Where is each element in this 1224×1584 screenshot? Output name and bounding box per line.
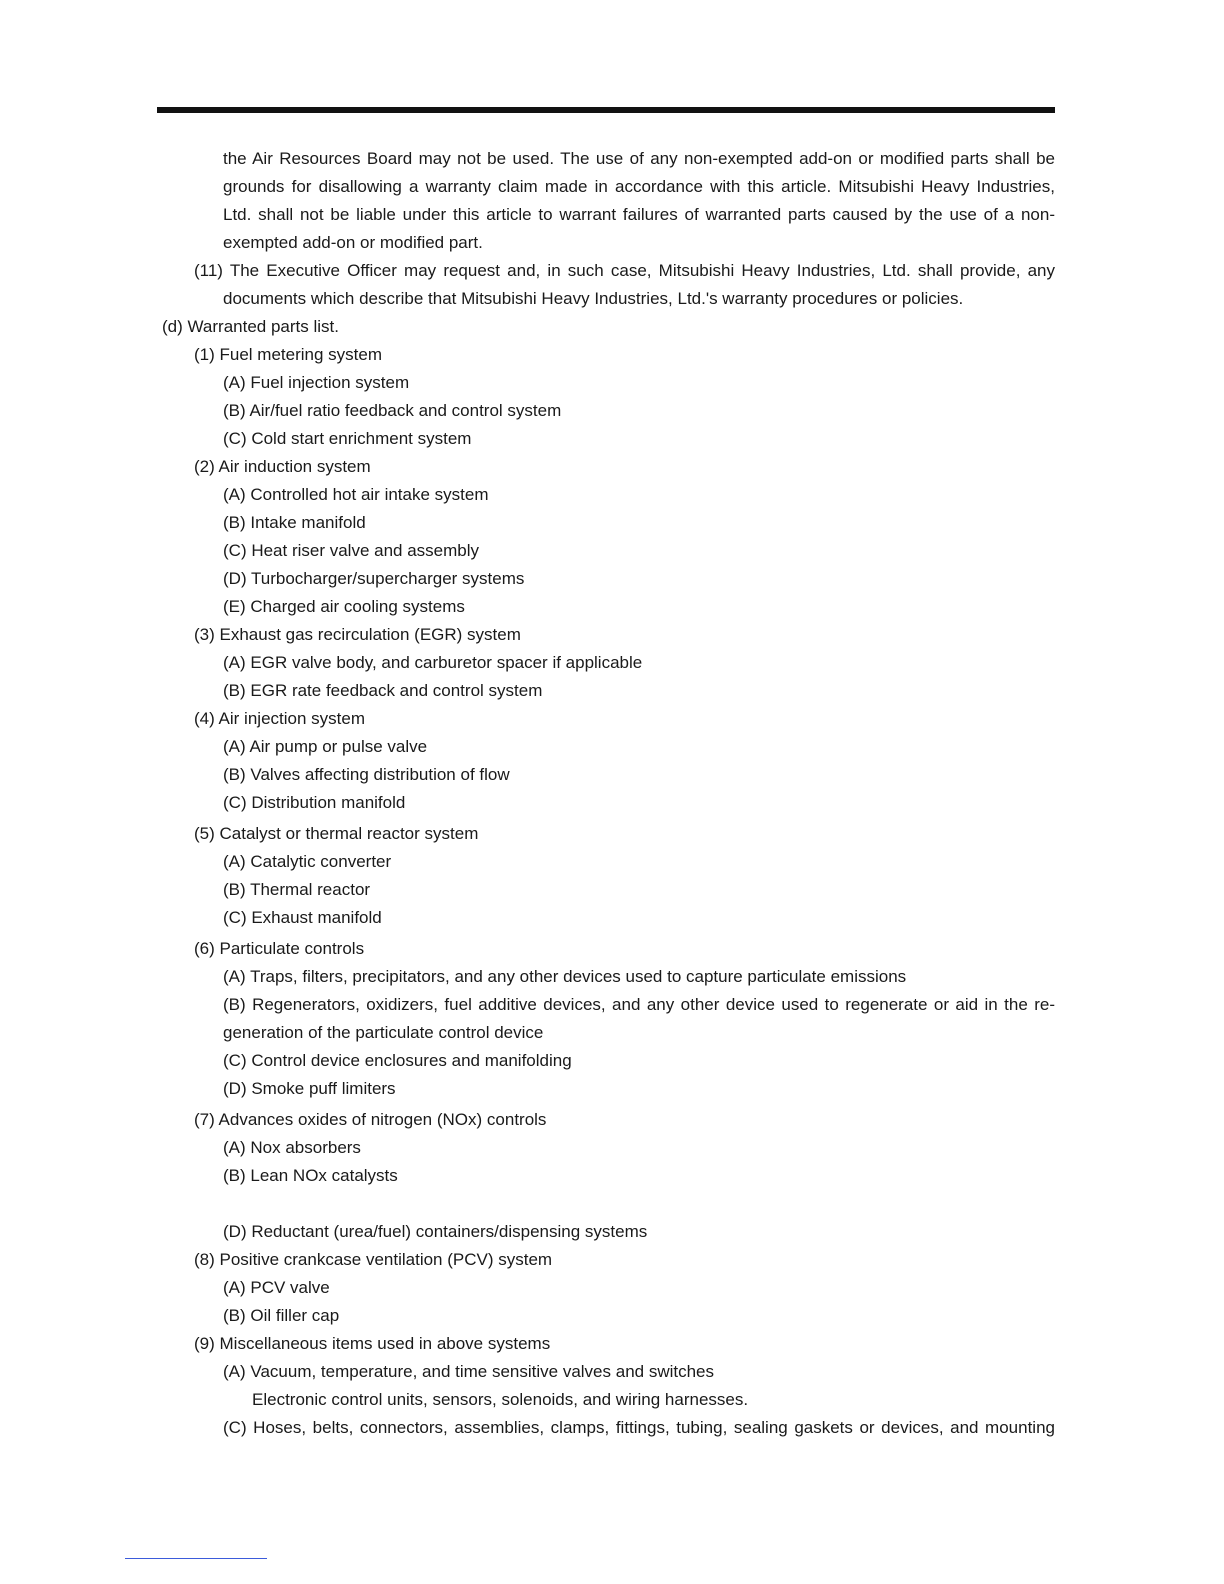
list-item-6c: (C) Control device enclosures and manifolding: [223, 1051, 572, 1070]
list-item-2d: (D) Turbocharger/supercharger systems: [223, 569, 525, 588]
list-title-2: (2) Air induction system: [194, 457, 371, 476]
list-item-7b: (B) Lean NOx catalysts: [223, 1166, 398, 1185]
list-item-1b: (B) Air/fuel ratio feedback and control system: [223, 401, 562, 420]
list-item-5c: (C) Exhaust manifold: [223, 908, 382, 927]
header-rule: [157, 107, 1055, 113]
list-item-4a: (A) Air pump or pulse valve: [223, 737, 428, 756]
list-item-7a: (A) Nox absorbers: [223, 1138, 361, 1157]
list-item-3a: (A) EGR valve body, and carburetor spacer if applicable: [223, 653, 643, 672]
list-title-6: (6) Particulate controls: [194, 939, 365, 958]
intro-line-3: Ltd. shall not be liable under this article to warrant failures of warranted parts caused by the use of a non-: [223, 205, 1055, 224]
list-item-4c: (C) Distribution manifold: [223, 793, 406, 812]
list-item-2e: (E) Charged air cooling systems: [223, 597, 465, 616]
list-item-1c: (C) Cold start enrichment system: [223, 429, 472, 448]
list-item-2a: (A) Controlled hot air intake system: [223, 485, 489, 504]
list-item-6d: (D) Smoke puff limiters: [223, 1079, 396, 1098]
list-item-2b: (B) Intake manifold: [223, 513, 366, 532]
item-11-line-2: documents which describe that Mitsubishi Heavy Industries, Ltd.'s warranty procedures or policies.: [223, 289, 964, 308]
list-title-9: (9) Miscellaneous items used in above systems: [194, 1334, 551, 1353]
list-title-5: (5) Catalyst or thermal reactor system: [194, 824, 479, 843]
list-item-9a: (A) Vacuum, temperature, and time sensitive valves and switches: [223, 1362, 715, 1381]
list-item-9c: (C) Hoses, belts, connectors, assemblies, clamps, fittings, tubing, sealing gaskets or devices, and mounting: [223, 1418, 1055, 1437]
list-title-1: (1) Fuel metering system: [194, 345, 382, 364]
list-item-1a: (A) Fuel injection system: [223, 373, 410, 392]
list-item-8b: (B) Oil filler cap: [223, 1306, 340, 1325]
list-item-4b: (B) Valves affecting distribution of flow: [223, 765, 510, 784]
list-item-6b-line-1: (B) Regenerators, oxidizers, fuel additive devices, and any other device used to regenerate or aid in the re-: [223, 995, 1055, 1014]
list-title-3: (3) Exhaust gas recirculation (EGR) system: [194, 625, 521, 644]
list-title-7: (7) Advances oxides of nitrogen (NOx) controls: [194, 1110, 547, 1129]
list-item-7d: (D) Reductant (urea/fuel) containers/dispensing systems: [223, 1222, 648, 1241]
list-item-6a: (A) Traps, filters, precipitators, and any other devices used to capture particulate emissions: [223, 967, 907, 986]
list-item-5a: (A) Catalytic converter: [223, 852, 392, 871]
list-item-2c: (C) Heat riser valve and assembly: [223, 541, 480, 560]
list-title-8: (8) Positive crankcase ventilation (PCV) system: [194, 1250, 553, 1269]
intro-line-2: grounds for disallowing a warranty claim made in accordance with this article. Mitsubishi Heavy Industries,: [223, 177, 1055, 196]
list-item-9b: Electronic control units, sensors, solenoids, and wiring harnesses.: [252, 1390, 749, 1409]
intro-line-1: the Air Resources Board may not be used. The use of any non-exempted add-on or modified parts shall be: [223, 149, 1055, 168]
list-item-6b-line-2: generation of the particulate control device: [223, 1023, 544, 1042]
list-item-8a: (A) PCV valve: [223, 1278, 330, 1297]
list-title-4: (4) Air injection system: [194, 709, 365, 728]
item-11-line-1: (11) The Executive Officer may request and, in such case, Mitsubishi Heavy Industries, Ltd. shall provide, any: [194, 261, 1055, 280]
intro-line-4: exempted add-on or modified part.: [223, 233, 483, 252]
list-item-5b: (B) Thermal reactor: [223, 880, 371, 899]
footnote-rule: [125, 1558, 267, 1559]
section-d-heading: (d) Warranted parts list.: [162, 317, 339, 336]
list-item-3b: (B) EGR rate feedback and control system: [223, 681, 543, 700]
